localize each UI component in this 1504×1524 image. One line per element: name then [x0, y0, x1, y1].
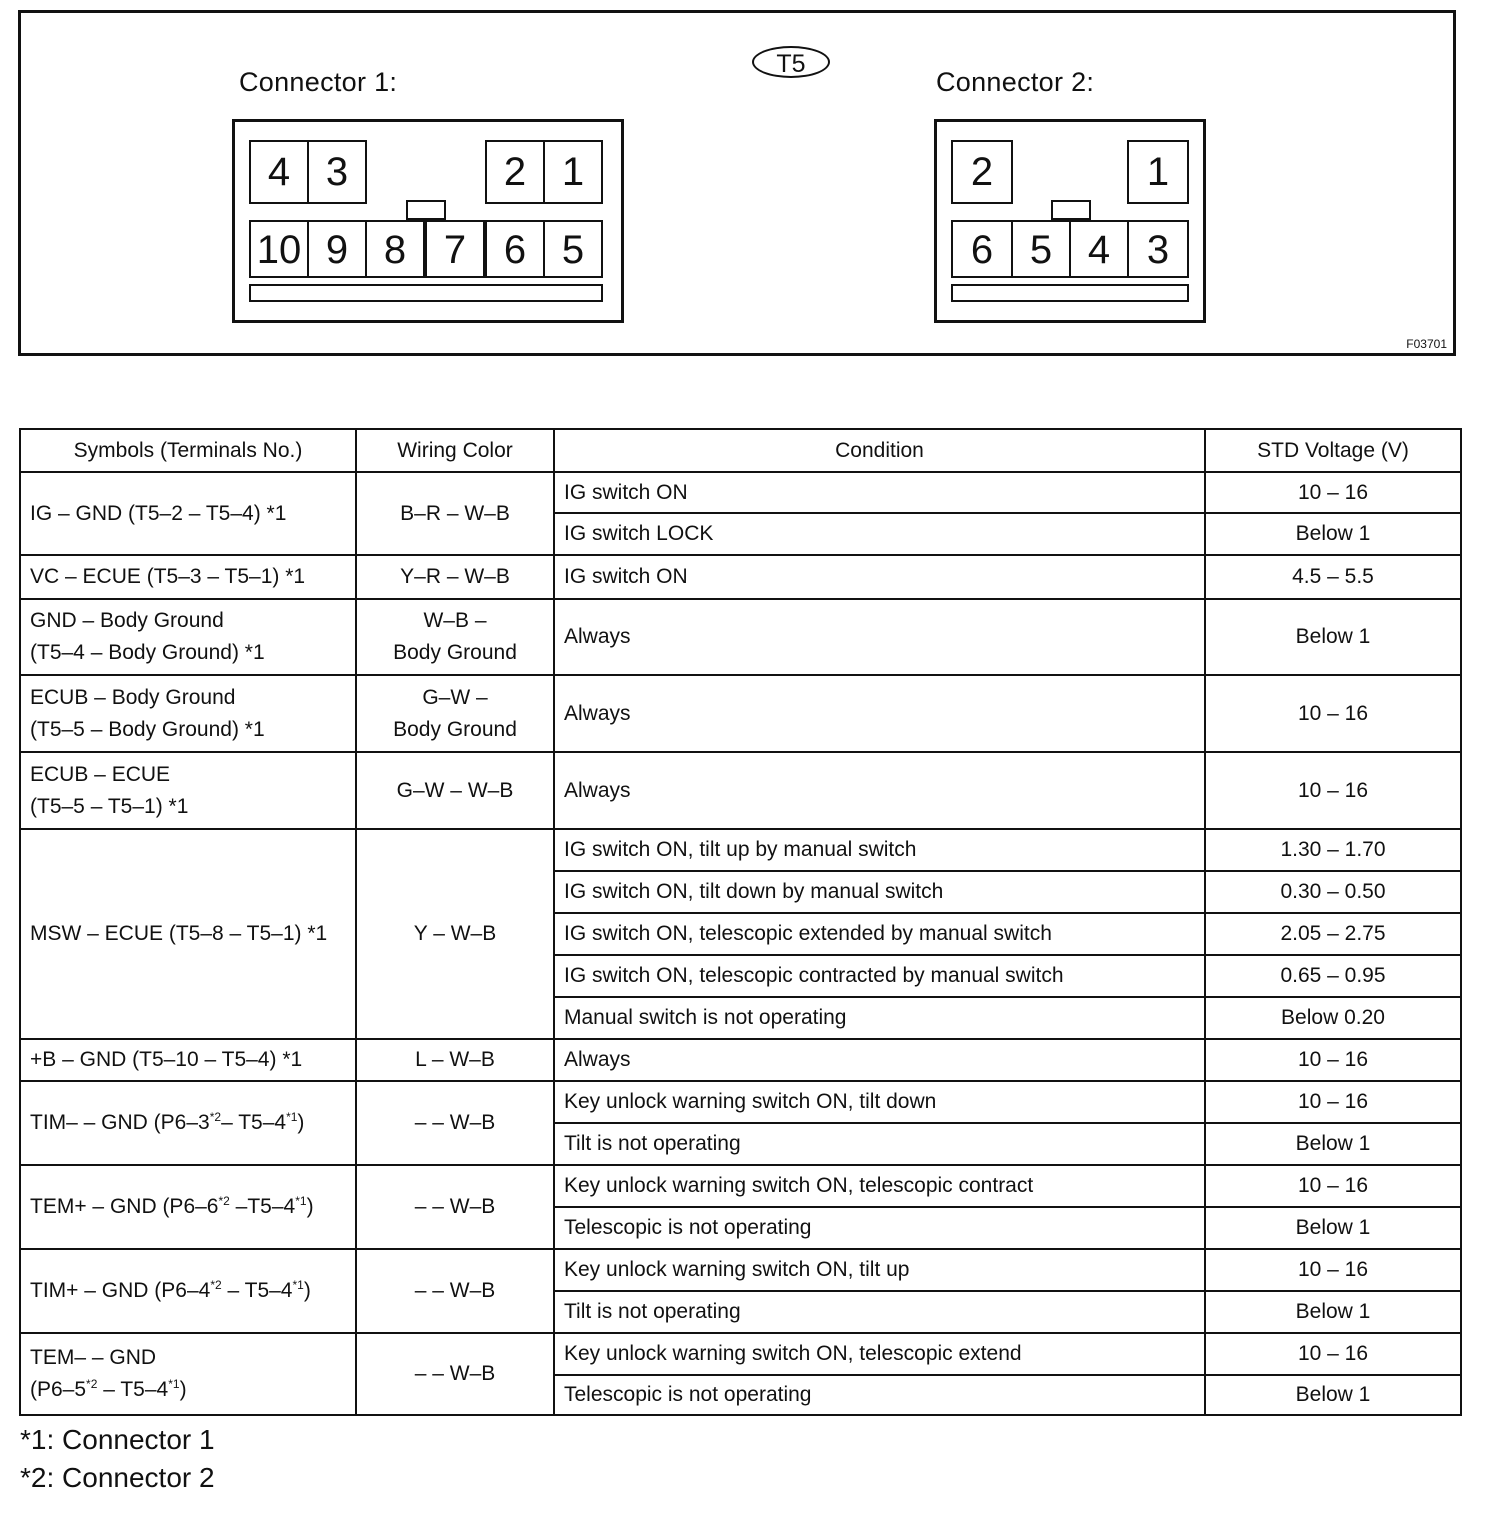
connector2-pin: 4 [1069, 220, 1129, 278]
connector1-pin: 4 [249, 140, 309, 204]
table-row [20, 1081, 1461, 1123]
symbol-line: ECUB – Body Ground [30, 685, 236, 709]
footnote-ref: *1 [295, 1194, 307, 1208]
header-symbols: Symbols (Terminals No.) [20, 429, 356, 472]
condition-cell: Always [554, 675, 1205, 752]
header-condition: Condition [554, 429, 1205, 472]
symbol-text: – T5–4 [221, 1279, 293, 1302]
connector1-pin: 8 [365, 220, 425, 278]
voltage-cell: 10 – 16 [1205, 752, 1461, 829]
voltage-cell: Below 1 [1205, 1291, 1461, 1333]
condition-cell: IG switch ON, telescopic extended by manual switch [554, 913, 1205, 955]
connector2-pin: 1 [1127, 140, 1189, 204]
table-row [20, 829, 1461, 871]
condition-cell: Telescopic is not operating [554, 1207, 1205, 1249]
condition-cell: IG switch ON [554, 555, 1205, 599]
voltage-cell: 4.5 – 5.5 [1205, 555, 1461, 599]
condition-cell: Always [554, 599, 1205, 675]
wiring-color-cell: – – W–B [356, 1249, 554, 1333]
condition-cell: Always [554, 1039, 1205, 1081]
wiring-color-cell: – – W–B [356, 1333, 554, 1415]
connector2-pin: 2 [951, 140, 1013, 204]
condition-cell: Tilt is not operating [554, 1291, 1205, 1333]
footnote-ref: *2 [218, 1194, 230, 1208]
connector1-pin: 1 [543, 140, 603, 204]
voltage-cell: Below 1 [1205, 1123, 1461, 1165]
symbol-text: – T5–4 [221, 1111, 287, 1134]
condition-cell: Manual switch is not operating [554, 997, 1205, 1039]
color-line: Body Ground [393, 641, 517, 664]
wiring-color-cell: Y–R – W–B [356, 555, 554, 599]
condition-cell: Key unlock warning switch ON, tilt down [554, 1081, 1205, 1123]
connector2-title: Connector 2: [936, 67, 1095, 97]
voltage-cell: 0.30 – 0.50 [1205, 871, 1461, 913]
symbol-text: – T5–4 [97, 1378, 169, 1401]
symbol-cell: IG – GND (T5–2 – T5–4) *1 [20, 472, 356, 555]
symbol-line: ECUB – ECUE [30, 762, 171, 786]
voltage-cell: Below 1 [1205, 1375, 1461, 1415]
symbol-text: TEM+ – GND (P6–6 [30, 1195, 219, 1218]
symbol-cell [20, 599, 356, 675]
voltage-cell: 10 – 16 [1205, 1081, 1461, 1123]
condition-cell: Telescopic is not operating [554, 1375, 1205, 1415]
voltage-cell: Below 1 [1205, 1207, 1461, 1249]
condition-cell: IG switch LOCK [554, 513, 1205, 555]
connector2-housing [934, 119, 1206, 323]
connector1-pin: 2 [485, 140, 545, 204]
voltage-cell: 10 – 16 [1205, 675, 1461, 752]
table-row [20, 752, 1461, 829]
connector1-pin: 10 [249, 220, 309, 278]
symbol-cell [20, 1165, 356, 1249]
symbol-text: TIM– – GND (P6–3 [30, 1111, 210, 1134]
connector1-pin: 3 [307, 140, 367, 204]
symbol-cell [20, 1249, 356, 1333]
connector1-pin: 5 [543, 220, 603, 278]
connector1-latch [406, 200, 446, 220]
voltage-cell: 10 – 16 [1205, 1039, 1461, 1081]
color-line: Body Ground [393, 717, 517, 741]
symbol-text: ) [297, 1111, 305, 1134]
wiring-color-cell [356, 599, 554, 675]
footnote-ref: *2 [209, 1110, 222, 1124]
condition-cell: Key unlock warning switch ON, tilt up [554, 1249, 1205, 1291]
voltage-cell: 10 – 16 [1205, 472, 1461, 513]
symbol-cell: VC – ECUE (T5–3 – T5–1) *1 [20, 555, 356, 599]
connector2-pin: 3 [1127, 220, 1189, 278]
footnote-ref: *1 [168, 1377, 180, 1391]
table-row [20, 599, 1461, 675]
symbol-line: (T5–5 – Body Ground) *1 [30, 717, 265, 741]
table-row [20, 1333, 1461, 1375]
table-row [20, 555, 1461, 599]
terminal-voltage-table [19, 428, 1462, 1416]
connector1-housing [232, 119, 624, 323]
header-std-voltage: STD Voltage (V) [1205, 429, 1461, 472]
wiring-color-cell: L – W–B [356, 1039, 554, 1081]
footnote-connector2: *2: Connector 2 [20, 1462, 215, 1493]
color-line: W–B – [423, 609, 487, 632]
footnote-ref: *2 [210, 1278, 222, 1292]
condition-cell: Key unlock warning switch ON, telescopic contract [554, 1165, 1205, 1207]
figure-id: F03701 [1406, 337, 1447, 351]
wiring-color-cell: G–W – W–B [356, 752, 554, 829]
footnote-connector1: *1: Connector 1 [20, 1424, 215, 1455]
footnote-ref: *1 [286, 1110, 298, 1124]
symbol-cell [20, 675, 356, 752]
symbol-cell [20, 1333, 356, 1415]
symbol-text: ) [179, 1378, 187, 1401]
voltage-cell: Below 1 [1205, 599, 1461, 675]
symbol-text: –T5–4 [229, 1195, 296, 1218]
wiring-color-cell: Y – W–B [356, 829, 554, 1039]
voltage-cell: 0.65 – 0.95 [1205, 955, 1461, 997]
table-row [20, 1249, 1461, 1291]
voltage-cell: 10 – 16 [1205, 1249, 1461, 1291]
voltage-cell: 10 – 16 [1205, 1333, 1461, 1375]
connector2-pin: 6 [951, 220, 1013, 278]
voltage-cell: 2.05 – 2.75 [1205, 913, 1461, 955]
table-row [20, 1165, 1461, 1207]
symbol-text: TIM+ – GND (P6–4 [30, 1279, 211, 1302]
color-line: G–W – [422, 685, 488, 709]
connector-diagram [18, 10, 1456, 356]
symbol-cell [20, 752, 356, 829]
wiring-color-cell: B–R – W–B [356, 472, 554, 555]
symbol-cell: +B – GND (T5–10 – T5–4) *1 [20, 1039, 356, 1081]
symbol-text: (P6–5 [30, 1378, 87, 1401]
connector1-title: Connector 1: [239, 67, 398, 97]
wiring-color-cell [356, 675, 554, 752]
table-header-row [20, 429, 1461, 472]
connector1-lock-strip [249, 284, 603, 302]
table-row [20, 675, 1461, 752]
connector-code: T5 [752, 46, 830, 78]
footnote-ref: *2 [86, 1377, 98, 1391]
voltage-cell: 10 – 16 [1205, 1165, 1461, 1207]
condition-cell: IG switch ON, tilt up by manual switch [554, 829, 1205, 871]
condition-cell: Always [554, 752, 1205, 829]
voltage-cell: Below 0.20 [1205, 997, 1461, 1039]
voltage-cell: Below 1 [1205, 513, 1461, 555]
symbol-line: GND – Body Ground [30, 609, 224, 632]
wiring-color-cell: – – W–B [356, 1081, 554, 1165]
connector2-latch [1051, 200, 1091, 220]
symbol-text: ) [303, 1279, 311, 1302]
table-row [20, 472, 1461, 513]
header-wiring-color: Wiring Color [356, 429, 554, 472]
footnote-ref: *1 [292, 1278, 304, 1292]
symbol-line: TEM– – GND [30, 1346, 157, 1369]
connector2-pin: 5 [1011, 220, 1071, 278]
condition-cell: IG switch ON, telescopic contracted by manual switch [554, 955, 1205, 997]
connector2-lock-strip [951, 284, 1189, 302]
condition-cell: IG switch ON, tilt down by manual switch [554, 871, 1205, 913]
table-row [20, 1039, 1461, 1081]
condition-cell: Tilt is not operating [554, 1123, 1205, 1165]
connector1-pin: 7 [425, 220, 485, 278]
voltage-cell: 1.30 – 1.70 [1205, 829, 1461, 871]
wiring-color-cell: – – W–B [356, 1165, 554, 1249]
condition-cell: IG switch ON [554, 472, 1205, 513]
symbol-cell [20, 1081, 356, 1165]
symbol-line: (T5–4 – Body Ground) *1 [30, 641, 265, 664]
connector1-pin: 6 [485, 220, 545, 278]
connector1-pin: 9 [307, 220, 367, 278]
condition-cell: Key unlock warning switch ON, telescopic extend [554, 1333, 1205, 1375]
symbol-text: ) [306, 1195, 314, 1218]
symbol-cell: MSW – ECUE (T5–8 – T5–1) *1 [20, 829, 356, 1039]
symbol-line: (T5–5 – T5–1) *1 [30, 794, 189, 818]
